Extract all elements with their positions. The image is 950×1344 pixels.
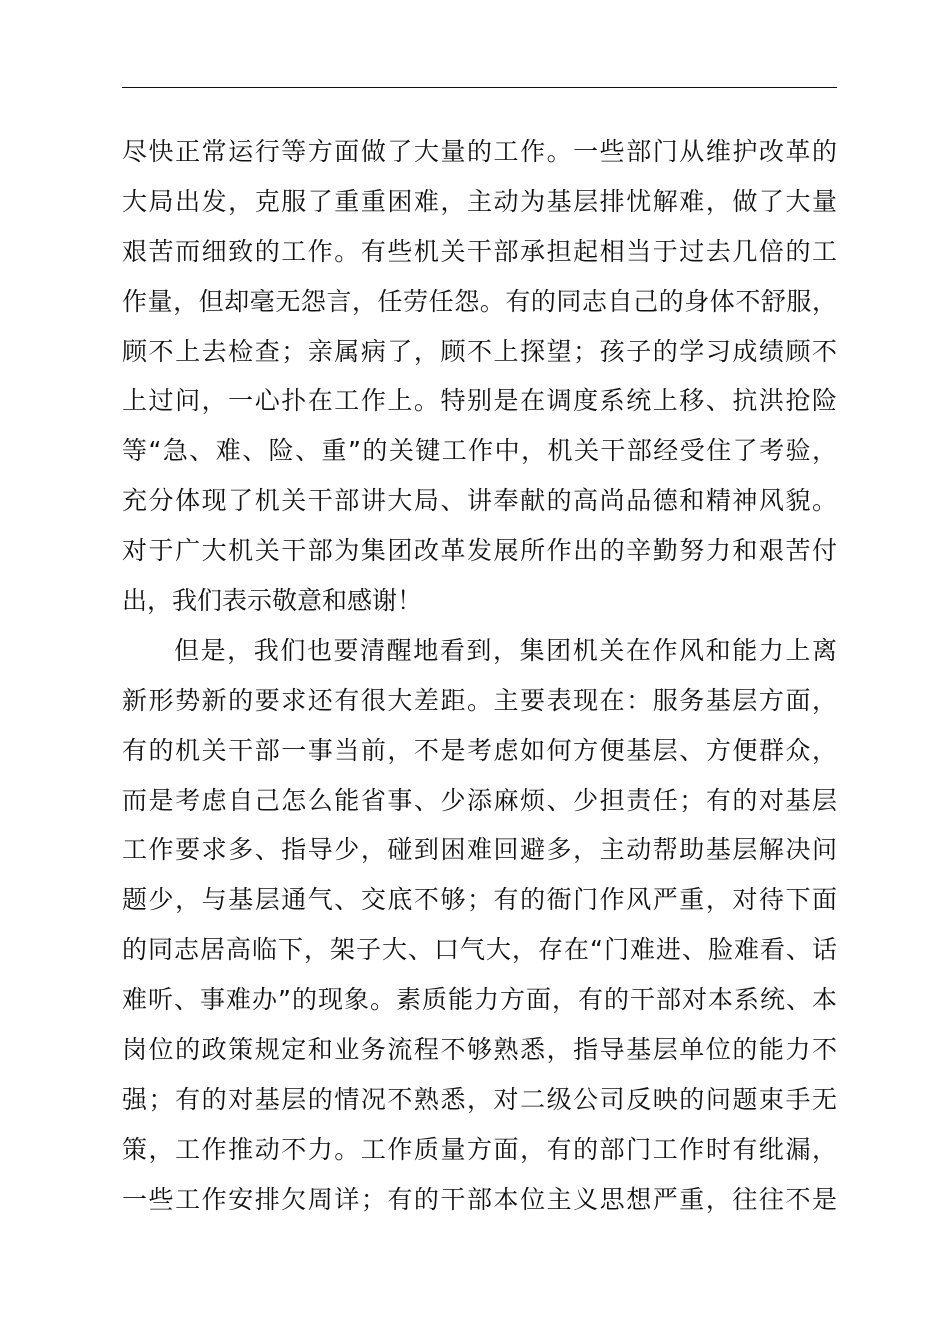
body-text [122,127,837,1225]
text-line: 而是考虑自己怎么能省事、少添麻烦、少担责任；有的对基层 [122,785,837,815]
text-line: 作量，但却毫无怨言，任劳任怨。有的同志自己的身体不舒服， [122,286,837,316]
text-line: 有的机关干部一事当前，不是考虑如何方便基层、方便群众， [122,735,837,765]
text-line: 等“急、难、险、重”的关键工作中，机关干部经受住了考验， [122,436,837,466]
text-line: 题少，与基层通气、交底不够；有的衙门作风严重，对待下面 [122,885,837,915]
text-line: 策，工作推动不力。工作质量方面，有的部门工作时有纰漏， [122,1134,837,1164]
text-line: 艰苦而细致的工作。有些机关干部承担起相当于过去几倍的工 [122,236,837,266]
text-line: 大局出发，克服了重重困难，主动为基层排忧解难，做了大量 [122,186,837,216]
text-line: 岗位的政策规定和业务流程不够熟悉，指导基层单位的能力不 [122,1035,837,1065]
text-line: 但是，我们也要清醒地看到，集团机关在作风和能力上离 [174,635,837,665]
text-line: 难听、事难办”的现象。素质能力方面，有的干部对本系统、本 [122,985,837,1015]
text-line: 尽快正常运行等方面做了大量的工作。一些部门从维护改革的 [122,137,837,166]
text-line: 出，我们表示敬意和感谢！ [122,586,423,616]
text-line: 新形势新的要求还有很大差距。主要表现在：服务基层方面， [122,685,837,715]
text-line: 上过问，一心扑在工作上。特别是在调度系统上移、抗洪抢险 [122,386,837,416]
text-line: 充分体现了机关干部讲大局、讲奉献的高尚品德和精神风貌。 [122,486,837,516]
paragraph-2 [122,626,837,1225]
text-line: 顾不上去检查；亲属病了，顾不上探望；孩子的学习成绩顾不 [122,336,837,366]
text-line: 工作要求多、指导少，碰到困难回避多，主动帮助基层解决问 [122,835,837,865]
paragraph-1 [122,127,837,626]
header-rule [122,87,837,88]
text-line: 对于广大机关干部为集团改革发展所作出的辛勤努力和艰苦付 [122,536,837,566]
text-line: 一些工作安排欠周详；有的干部本位主义思想严重，往往不是 [122,1184,837,1214]
text-line: 的同志居高临下，架子大、口气大，存在“门难进、脸难看、话 [122,935,837,965]
text-line: 强；有的对基层的情况不熟悉，对二级公司反映的问题束手无 [122,1084,837,1114]
